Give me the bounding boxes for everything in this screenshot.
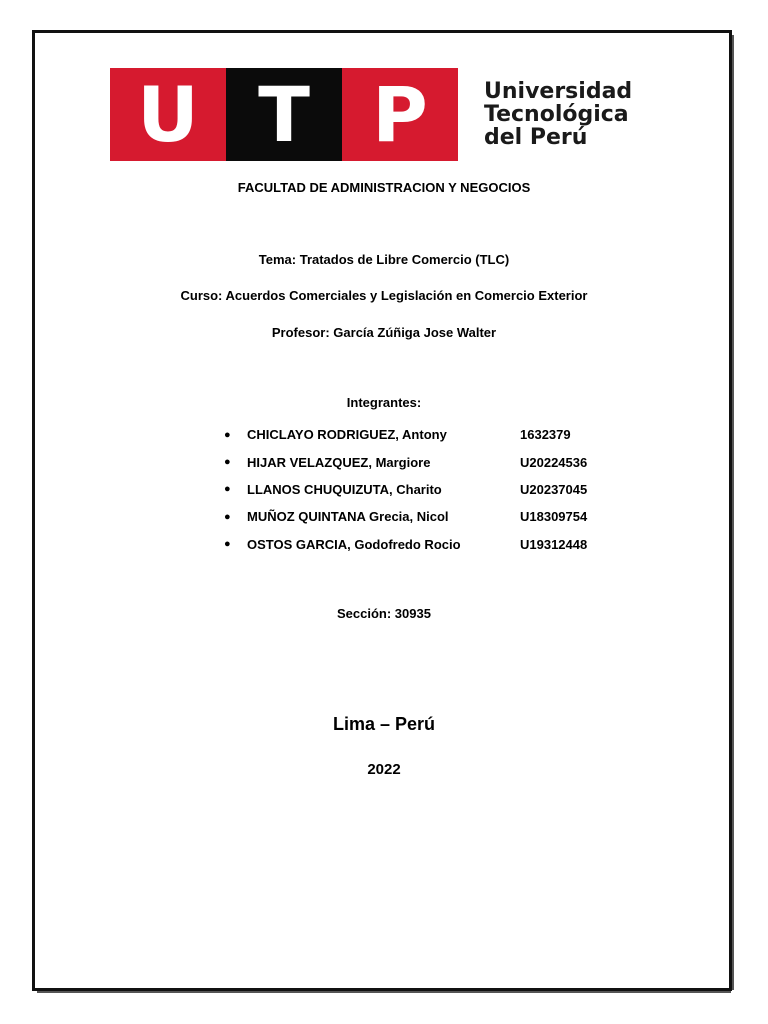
bullet-icon: ● [224,510,231,523]
members-list [224,421,644,558]
list-item [224,448,644,475]
member-name: OSTOS GARCIA, Godofredo Rocio [247,536,461,552]
utp-logo [110,68,458,161]
tema-line: Tema: Tratados de Libre Comercio (TLC) [258,252,510,267]
member-name: HIJAR VELAZQUEZ, Margiore [247,454,431,470]
city-line: Lima – Perú [332,714,436,734]
seccion-line: Sección: 30935 [337,606,431,621]
bullet-icon: ● [224,456,231,469]
member-code: U19312448 [520,536,588,552]
list-item [224,476,644,503]
curso-line: Curso: Acuerdos Comerciales y Legislación en Comercio Exterior [180,288,588,303]
member-name: MUÑOZ QUINTANA Grecia, Nicol [247,509,449,525]
logo-letter-p: P [342,68,458,161]
member-code: U18309754 [520,509,588,525]
list-item [224,531,644,558]
bullet-icon: ● [224,483,231,496]
wordmark-line-2: Tecnológica [484,102,629,127]
university-wordmark [484,80,684,149]
wordmark-line-3: del Perú [484,125,588,150]
member-code: U20224536 [520,454,588,470]
wordmark-line-1: Universidad [484,79,633,104]
faculty-title: FACULTAD DE ADMINISTRACION Y NEGOCIOS [237,180,531,195]
bullet-icon: ● [224,428,231,441]
profesor-line: Profesor: García Zúñiga Jose Walter [271,325,497,340]
year-line: 2022 [367,761,401,778]
integrantes-label: Integrantes: [346,395,422,410]
bullet-icon: ● [224,538,231,551]
logo-letter-t: T [226,68,342,161]
member-name: LLANOS CHUQUIZUTA, Charito [247,481,442,497]
member-code: 1632379 [520,427,571,443]
member-name: CHICLAYO RODRIGUEZ, Antony [247,427,447,443]
logo-letter-u: U [110,68,226,161]
member-code: U20237045 [520,481,588,497]
list-item [224,421,644,448]
list-item [224,503,644,530]
